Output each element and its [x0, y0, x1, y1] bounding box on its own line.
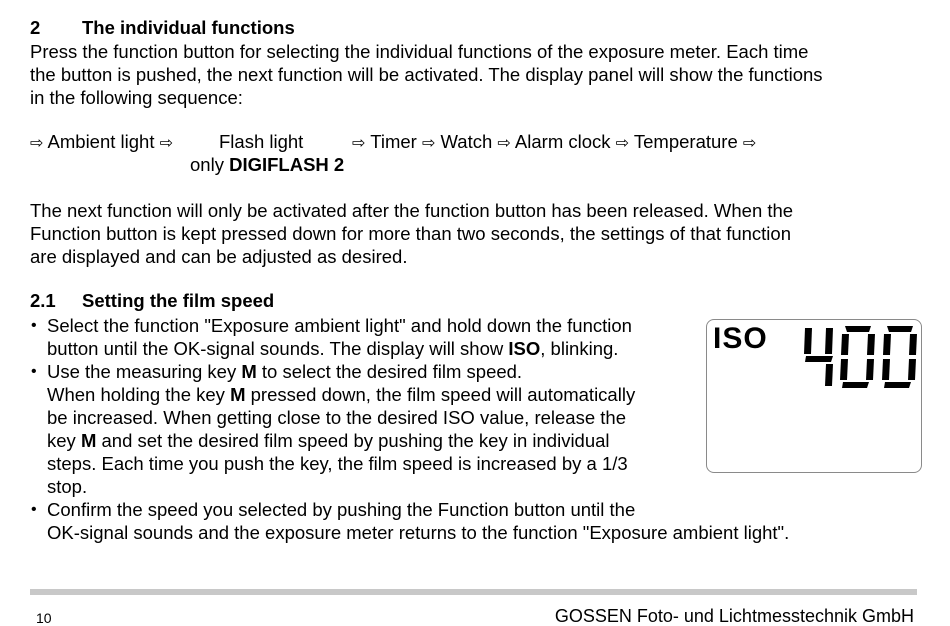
intro-line-1: Press the function button for selecting the individual functions of the exposure meter. Each time: [30, 41, 809, 62]
bold-text: M: [80, 430, 97, 451]
bullet2-line-3: be increased. When getting close to the desired ISO value, release the: [47, 407, 626, 428]
section-title: Setting the film speed: [82, 290, 275, 311]
company-name: GOSSEN Foto- und Lichtmesstechnik GmbH: [554, 606, 914, 626]
arrow-right-icon: ⇨: [30, 133, 44, 152]
bullet3-line-1: Confirm the speed you selected by pushing the Function button until the: [47, 499, 636, 520]
section-number: 2.1: [30, 290, 56, 311]
bullet2-line-1: [47, 360, 522, 383]
text: and set the desired film speed by pushing the key in individual: [96, 430, 610, 451]
section-number: 2: [30, 17, 41, 38]
bullet2-line-2: [47, 383, 635, 406]
sequence-item: Alarm clock: [514, 131, 611, 152]
arrow-right-icon: ⇨: [615, 133, 630, 152]
bold-text: M: [230, 384, 246, 405]
sequence-item: Watch: [440, 131, 493, 152]
text: button until the OK-signal sounds. The display will show: [47, 338, 509, 359]
text: , blinking.: [540, 338, 619, 359]
text: Use the measuring key: [47, 361, 242, 382]
sequence-item: Ambient light: [47, 131, 155, 152]
bullet1-line-2: [47, 337, 618, 360]
note-model: DIGIFLASH 2: [229, 154, 345, 175]
arrow-right-icon: ⇨: [352, 133, 366, 152]
intro-line-3: in the following sequence:: [30, 87, 243, 108]
text: pressed down, the film speed will automatically: [245, 384, 636, 405]
seven-segment-digit-0: [882, 326, 917, 388]
bullet-icon: •: [31, 317, 37, 334]
note-prefix: only: [190, 154, 230, 175]
bullet-icon: •: [31, 363, 37, 380]
para2-line-2: Function button is kept pressed down for more than two seconds, the settings of that function: [30, 223, 791, 244]
arrow-right-icon: ⇨: [421, 133, 436, 152]
bullet2-line-6: stop.: [47, 476, 88, 497]
bullet3-line-2: OK-signal sounds and the exposure meter returns to the function "Exposure ambient light".: [47, 522, 790, 543]
sequence-item: Timer: [370, 131, 417, 152]
bullet2-line-4: [47, 429, 610, 452]
para2-line-3: are displayed and can be adjusted as desired.: [30, 246, 408, 267]
intro-line-2: the button is pushed, the next function will be activated. The display panel will show the functions: [30, 64, 823, 85]
text: key: [47, 430, 81, 451]
para2-line-1: The next function will only be activated after the function button has been released. When the: [30, 200, 794, 221]
sequence-item: Flash light: [219, 131, 304, 152]
bullet1-line-1: Select the function "Exposure ambient light" and hold down the function: [47, 315, 632, 336]
bullet-icon: •: [31, 501, 37, 518]
sequence-note: [190, 153, 344, 176]
seven-segment-digit-0: [840, 326, 875, 388]
arrow-right-icon: ⇨: [159, 133, 174, 152]
bold-text: M: [241, 361, 257, 382]
bullet2-line-5: steps. Each time you push the key, the film speed is increased by a 1/3: [47, 453, 628, 474]
seven-segment-digit-4: [804, 328, 833, 386]
bold-text: ISO: [508, 338, 541, 359]
footer-divider: [30, 589, 917, 595]
page-number: 10: [36, 610, 52, 626]
arrow-right-icon: ⇨: [742, 133, 757, 152]
sequence-rest: [352, 130, 756, 154]
sequence-ambient: [30, 130, 173, 154]
lcd-display: [706, 319, 922, 473]
sequence-item: Temperature: [633, 131, 738, 152]
arrow-right-icon: ⇨: [497, 133, 511, 152]
lcd-iso-label: ISO: [713, 322, 768, 355]
text: When holding the key: [47, 384, 231, 405]
section-title: The individual functions: [82, 17, 295, 38]
text: to select the desired film speed.: [256, 361, 523, 382]
lcd-value-400: [801, 324, 919, 390]
